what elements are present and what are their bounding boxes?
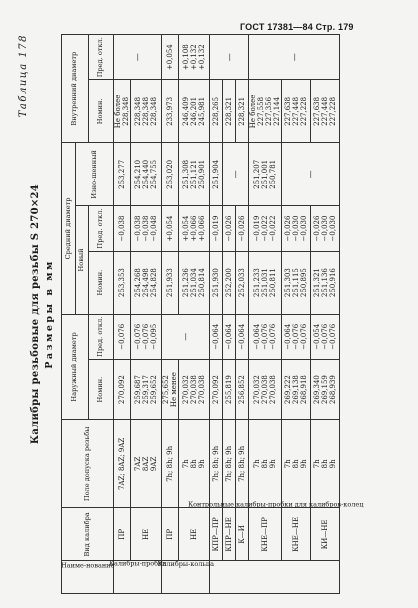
cell-line: 269,159 bbox=[321, 375, 330, 405]
cell-worn: — bbox=[282, 143, 340, 206]
cell-line: 251,121 bbox=[190, 159, 199, 189]
cell-mid-deviation bbox=[282, 206, 311, 251]
cell-line: 7h bbox=[284, 459, 293, 469]
cell-tolerance bbox=[282, 420, 311, 508]
table-title: Калибры резьбовые для резьбы S 270×24 bbox=[30, 183, 41, 445]
gauge-table bbox=[60, 34, 363, 594]
cell-mid-deviation: −0,026 bbox=[236, 206, 249, 251]
cell-line: 7h bbox=[313, 459, 322, 469]
cell-line: 270,038 bbox=[261, 375, 270, 405]
cell-outer-nominal bbox=[179, 359, 210, 419]
cell-inner-nominal: 228,321 bbox=[236, 80, 249, 143]
cell-outer-nominal: 270,092 bbox=[114, 359, 131, 419]
cell-line: −0,076 bbox=[300, 323, 309, 350]
cell-outer-deviation: −0,064 bbox=[210, 314, 223, 359]
cell-worn: — bbox=[223, 143, 249, 206]
cell-worn bbox=[131, 143, 162, 206]
table-row bbox=[162, 35, 179, 594]
group-label: Калибры-кольца bbox=[162, 561, 210, 594]
cell-line: 227,356 bbox=[265, 96, 274, 126]
cell-line: 227,228 bbox=[329, 96, 338, 126]
cell-line: 251,207 bbox=[253, 159, 262, 189]
cell-line: −0,019 bbox=[253, 215, 262, 242]
header-tolerance: Поле допуска резьбы bbox=[62, 420, 114, 508]
header-outer-nominal: Номин. bbox=[89, 359, 114, 419]
header-worn: Изно-шенный bbox=[76, 143, 114, 206]
cell-kind: НЕ bbox=[179, 508, 210, 561]
cell-line: 227,638 bbox=[284, 96, 293, 126]
cell-mid-nominal bbox=[249, 251, 282, 314]
cell-line: 227,448 bbox=[292, 96, 301, 126]
header-kind: Вид калибра bbox=[62, 508, 114, 561]
cell-inner-nominal: 228,321 bbox=[223, 80, 236, 143]
cell-mid-nominal bbox=[179, 251, 210, 314]
cell-line: −0,076 bbox=[134, 323, 143, 350]
cell-kind: КПР—ПР bbox=[210, 508, 223, 561]
cell-kind: К—И bbox=[236, 508, 249, 561]
cell-line: −0,048 bbox=[150, 215, 159, 242]
cell-line: 9h bbox=[269, 459, 278, 469]
cell-line: 246,409 bbox=[182, 96, 191, 126]
cell-inner-deviation: — bbox=[114, 35, 162, 80]
cell-line: −0,064 bbox=[284, 323, 293, 350]
cell-inner-nominal bbox=[282, 80, 311, 143]
cell-line: +0,132 bbox=[190, 44, 199, 71]
table-row bbox=[249, 35, 282, 594]
header-outer: Наружный диаметр bbox=[62, 314, 89, 420]
cell-mid-nominal: 251,930 bbox=[210, 251, 223, 314]
cell-mid-deviation: −0,019 bbox=[210, 206, 223, 251]
cell-line: 269,222 bbox=[284, 375, 293, 405]
cell-inner-nominal bbox=[179, 80, 210, 143]
cell-line: 9AZ bbox=[150, 456, 159, 472]
cell-line: 245,981 bbox=[198, 96, 207, 126]
cell-line: 8AZ bbox=[142, 456, 151, 472]
cell-line: 270,038 bbox=[269, 375, 278, 405]
cell-line: 9h bbox=[198, 459, 207, 469]
cell-inner-nominal: 233,973 bbox=[162, 80, 179, 143]
cell-line: 250,895 bbox=[300, 268, 309, 298]
cell-inner-nominal: 228,265 bbox=[210, 80, 223, 143]
cell-tolerance: 7AZ; 8AZ; 9AZ bbox=[114, 420, 131, 508]
cell-line: 250,901 bbox=[198, 159, 207, 189]
cell-line: 250,916 bbox=[329, 268, 338, 298]
cell-line: 246,201 bbox=[190, 96, 199, 126]
cell-worn bbox=[179, 143, 210, 206]
cell-outer-deviation bbox=[311, 314, 340, 359]
cell-mid-nominal bbox=[311, 251, 340, 314]
cell-mid-nominal bbox=[282, 251, 311, 314]
cell-outer-deviation bbox=[282, 314, 311, 359]
cell-line: 270,038 bbox=[198, 375, 207, 405]
cell-line: 250,811 bbox=[269, 268, 278, 298]
cell-mid-deviation: −0,038 bbox=[114, 206, 131, 251]
table-row bbox=[131, 35, 162, 594]
cell-tolerance bbox=[311, 420, 340, 508]
cell-outer-nominal: 270,092 bbox=[210, 359, 223, 419]
cell-line: 7h bbox=[182, 459, 191, 469]
cell-mid-nominal bbox=[131, 251, 162, 314]
cell-line: 251,303 bbox=[284, 268, 293, 298]
cell-outer-nominal bbox=[282, 359, 311, 419]
cell-line: −0,030 bbox=[300, 215, 309, 242]
cell-line: 228,348 bbox=[150, 96, 159, 126]
cell-line: −0,076 bbox=[321, 323, 330, 350]
cell-line: 254,828 bbox=[150, 268, 159, 298]
table-row bbox=[311, 35, 340, 594]
cell-line: −0,022 bbox=[261, 215, 270, 242]
cell-line: 228,348 bbox=[142, 96, 151, 126]
cell-line: −0,054 bbox=[313, 323, 322, 350]
cell-line: 251,308 bbox=[182, 159, 191, 189]
cell-line: −0,076 bbox=[329, 323, 338, 350]
cell-line: 259,687 bbox=[134, 375, 143, 405]
cell-line: +0,132 bbox=[198, 44, 207, 71]
cell-tolerance bbox=[179, 420, 210, 508]
header-name: Наиме-нование bbox=[62, 561, 114, 594]
cell-outer-nominal: 255,819 bbox=[223, 359, 236, 419]
table-row bbox=[223, 35, 236, 594]
cell-tolerance bbox=[249, 420, 282, 508]
cell-line: 251,136 bbox=[321, 268, 330, 298]
cell-line: 8h bbox=[292, 459, 301, 469]
cell-line: 250,781 bbox=[269, 159, 278, 189]
cell-line: 254,498 bbox=[142, 268, 151, 298]
cell-line: −0,076 bbox=[269, 323, 278, 350]
cell-outer-deviation: −0,064 bbox=[236, 314, 249, 359]
cell-line: 8h bbox=[190, 459, 199, 469]
cell-line: −0,095 bbox=[150, 323, 159, 350]
cell-line: 269,138 bbox=[292, 375, 301, 405]
header-inner-deviation: Пред. откл. bbox=[89, 35, 114, 80]
cell-line: 251,001 bbox=[261, 159, 270, 189]
cell-line: +0,054 bbox=[182, 215, 191, 242]
table-subtitle: Размеры в мм bbox=[44, 259, 55, 369]
cell-line: 250,814 bbox=[198, 268, 207, 298]
cell-line: −0,076 bbox=[292, 323, 301, 350]
cell-line: 254,210 bbox=[134, 159, 143, 189]
cell-inner-deviation: — bbox=[210, 35, 249, 80]
cell-worn: 253,277 bbox=[114, 143, 131, 206]
cell-inner-deviation: — bbox=[249, 35, 340, 80]
cell-outer-nominal: 275,652 Не менее bbox=[162, 359, 179, 419]
header-mid-nominal: Номин. bbox=[89, 251, 114, 314]
cell-line: 227,228 bbox=[300, 96, 309, 126]
page-header: ГОСТ 17381—84 Стр. 179 bbox=[240, 22, 354, 32]
cell-inner-nominal bbox=[131, 80, 162, 143]
cell-mid-deviation bbox=[131, 206, 162, 251]
cell-line: 251,034 bbox=[190, 268, 199, 298]
cell-line: 269,340 bbox=[313, 375, 322, 405]
table-row bbox=[114, 35, 131, 594]
cell-line: −0,026 bbox=[284, 215, 293, 242]
cell-line: 259,317 bbox=[142, 375, 151, 405]
cell-line: 228,348 bbox=[134, 96, 143, 126]
cell-outer-deviation: — bbox=[162, 314, 210, 359]
table-row bbox=[210, 35, 223, 594]
cell-outer-deviation: −0,064 bbox=[223, 314, 236, 359]
table-number: Таблица 178 bbox=[18, 34, 29, 118]
cell-tolerance: 7h; 8h; 9h bbox=[210, 420, 223, 508]
cell-line: +0,066 bbox=[198, 215, 207, 242]
cell-line: 254,440 bbox=[142, 159, 151, 189]
cell-line: −0,030 bbox=[321, 215, 330, 242]
header-new: Новый bbox=[76, 206, 89, 314]
cell-kind: НЕ bbox=[131, 508, 162, 561]
cell-outer-deviation: −0,076 bbox=[114, 314, 131, 359]
cell-line: −0,030 bbox=[292, 215, 301, 242]
cell-outer-nominal bbox=[249, 359, 282, 419]
cell-line: 270,032 bbox=[253, 375, 262, 405]
cell-line: 268,918 bbox=[300, 375, 309, 405]
cell-mid-nominal: 252,033 bbox=[236, 251, 249, 314]
cell-outer-nominal bbox=[131, 359, 162, 419]
header-outer-deviation: Пред. откл. bbox=[89, 314, 114, 359]
cell-line: 259,652 bbox=[150, 375, 159, 405]
cell-tolerance: 7h; 8h; 9h bbox=[162, 420, 179, 508]
cell-line: 8h bbox=[261, 459, 270, 469]
cell-line: 9h bbox=[300, 459, 309, 469]
header-mid-deviation: Пред. откл. bbox=[89, 206, 114, 251]
cell-line: 227,144 bbox=[273, 96, 282, 126]
cell-kind: КНЕ—НЕ bbox=[282, 508, 311, 561]
cell-kind: ПР bbox=[162, 508, 179, 561]
cell-line: −0,022 bbox=[269, 215, 278, 242]
cell-mid-nominal: 253,353 bbox=[114, 251, 131, 314]
cell-mid-deviation bbox=[249, 206, 282, 251]
group-label: Калибры-пробки bbox=[114, 561, 162, 594]
table-row bbox=[179, 35, 210, 594]
cell-tolerance bbox=[131, 420, 162, 508]
cell-line: −0,076 bbox=[261, 323, 270, 350]
cell-line: 7AZ bbox=[134, 456, 143, 472]
cell-inner-nominal: Не более 228,348 bbox=[114, 80, 131, 143]
cell-tolerance: 7h; 8h; 9h bbox=[236, 420, 249, 508]
cell-line: 8h bbox=[321, 459, 330, 469]
cell-inner-nominal bbox=[311, 80, 340, 143]
cell-worn bbox=[249, 143, 282, 206]
cell-line: 227,558 bbox=[257, 96, 266, 126]
cell-worn: 251,904 bbox=[210, 143, 223, 206]
cell-kind: КИ—НЕ bbox=[311, 508, 340, 561]
cell-outer-nominal bbox=[311, 359, 340, 419]
cell-outer-nominal: 256,852 bbox=[236, 359, 249, 419]
table-row bbox=[236, 35, 249, 594]
cell-outer-deviation bbox=[249, 314, 282, 359]
cell-kind: КНЕ—ПР bbox=[249, 508, 282, 561]
cell-line: 251,321 bbox=[313, 268, 322, 298]
cell-mid-deviation bbox=[179, 206, 210, 251]
cell-line: 227,448 bbox=[321, 96, 330, 126]
cell-line: 251,236 bbox=[182, 268, 191, 298]
cell-mid-deviation bbox=[311, 206, 340, 251]
cell-line: +0,066 bbox=[190, 215, 199, 242]
cell-mid-deviation: −0,026 bbox=[223, 206, 236, 251]
cell-outer-deviation bbox=[131, 314, 162, 359]
cell-tolerance: 7h; 8h; 9h bbox=[223, 420, 236, 508]
cell-line: −0,030 bbox=[329, 215, 338, 242]
cell-line: 251,115 bbox=[292, 268, 301, 298]
cell-inner-deviation bbox=[179, 35, 210, 80]
cell-line: −0,064 bbox=[253, 323, 262, 350]
cell-line: 254,268 bbox=[134, 268, 143, 298]
cell-line: 251,233 bbox=[253, 268, 262, 298]
cell-line: 7h bbox=[253, 459, 262, 469]
cell-line: −0,038 bbox=[134, 215, 143, 242]
cell-inner-nominal: Не более 227,558 227,356 227,144 bbox=[249, 80, 282, 143]
rotated-table-area bbox=[16, 34, 406, 594]
cell-line: 270,038 bbox=[190, 375, 199, 405]
cell-mid-deviation: +0,054 bbox=[162, 206, 179, 251]
cell-line: 227,638 bbox=[313, 96, 322, 126]
cell-line: 9h bbox=[329, 459, 338, 469]
cell-line: −0,076 bbox=[142, 323, 151, 350]
cell-line: 254,755 bbox=[150, 159, 159, 189]
cell-inner-deviation: +0,054 bbox=[162, 35, 179, 80]
cell-line: 251,031 bbox=[261, 268, 270, 298]
cell-worn: 253,020 bbox=[162, 143, 179, 206]
group-label: Контрольные калибры-пробки для калибров-колец bbox=[210, 561, 340, 594]
cell-line: −0,038 bbox=[142, 215, 151, 242]
cell-mid-nominal: 251,933 bbox=[162, 251, 179, 314]
header-inner: Внутренний диаметр bbox=[62, 35, 89, 143]
cell-line: −0,026 bbox=[313, 215, 322, 242]
header-middle: Средний диаметр bbox=[62, 143, 76, 314]
cell-line: +0,108 bbox=[182, 44, 191, 71]
cell-kind: ПР bbox=[114, 508, 131, 561]
cell-line: 270,032 bbox=[182, 375, 191, 405]
cell-line: 268,939 bbox=[329, 375, 338, 405]
table-row bbox=[282, 35, 311, 594]
cell-kind: КПР—НЕ bbox=[223, 508, 236, 561]
header-inner-nominal: Номин. bbox=[89, 80, 114, 143]
cell-mid-nominal: 252,200 bbox=[223, 251, 236, 314]
